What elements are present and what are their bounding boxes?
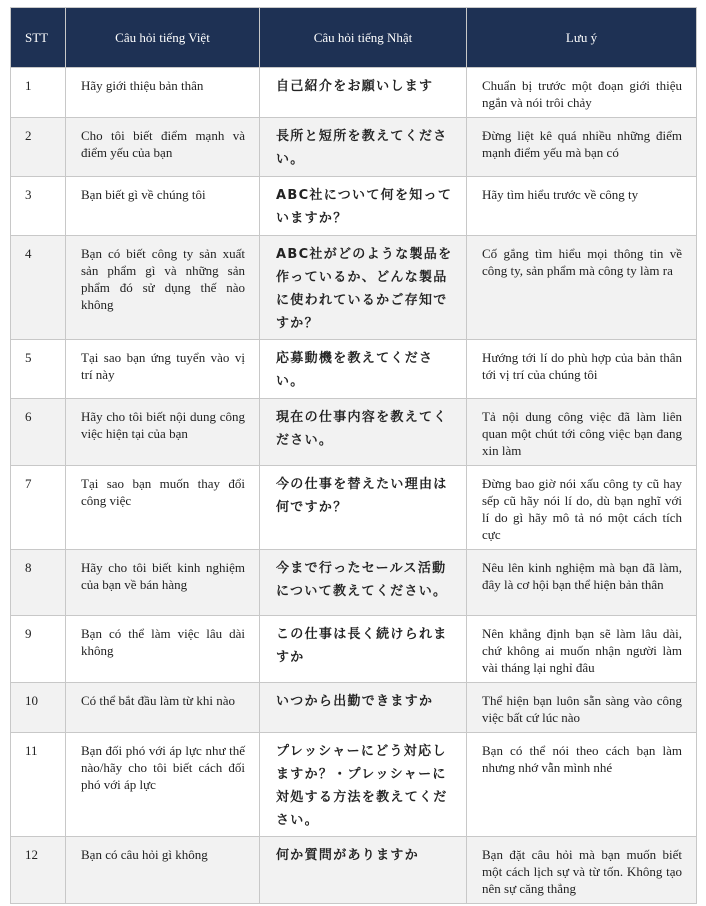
note: Đừng liệt kê quá nhiều những điểm mạnh điểm yếu mà bạn có bbox=[467, 118, 697, 177]
japanese-question: ABC社がどのような製品を作っているか、どんな製品に使われているかご存知ですか？ bbox=[260, 236, 467, 340]
japanese-question: この仕事は長く続けられますか bbox=[260, 616, 467, 683]
vietnamese-question: Hãy giới thiệu bản thân bbox=[66, 68, 260, 118]
vietnamese-question: Hãy cho tôi biết kinh nghiệm của bạn về bán hàng bbox=[66, 550, 260, 616]
japanese-question: ABC社について何を知っていますか？ bbox=[260, 177, 467, 236]
vietnamese-question: Tại sao bạn muốn thay đổi công việc bbox=[66, 466, 260, 550]
japanese-question: 今まで行ったセールス活動について教えてください。 bbox=[260, 550, 467, 616]
vietnamese-question: Bạn đối phó với áp lực như thế nào/hãy cho tôi biết cách đối phó với áp lực bbox=[66, 733, 260, 837]
table-row bbox=[11, 616, 697, 683]
vietnamese-question: Bạn có thể làm việc lâu dài không bbox=[66, 616, 260, 683]
table-row bbox=[11, 550, 697, 616]
header-vietnamese-question: Câu hỏi tiếng Việt bbox=[66, 8, 260, 68]
vietnamese-question: Bạn biết gì về chúng tôi bbox=[66, 177, 260, 236]
row-number: 8 bbox=[11, 550, 66, 616]
vietnamese-question: Bạn có biết công ty sản xuất sản phẩm gì và những sản phẩm đó sử dụng thế nào không bbox=[66, 236, 260, 340]
japanese-question: 長所と短所を教えてください。 bbox=[260, 118, 467, 177]
vietnamese-question: Bạn có câu hỏi gì không bbox=[66, 837, 260, 904]
japanese-question: 応募動機を教えてください。 bbox=[260, 340, 467, 399]
note: Tả nội dung công việc đã làm liên quan một chút tới công việc bạn đang xin làm bbox=[467, 399, 697, 466]
table-row bbox=[11, 68, 697, 118]
header-japanese-question: Câu hỏi tiếng Nhật bbox=[260, 8, 467, 68]
row-number: 12 bbox=[11, 837, 66, 904]
japanese-question: 現在の仕事内容を教えてください。 bbox=[260, 399, 467, 466]
row-number: 2 bbox=[11, 118, 66, 177]
japanese-question: いつから出勤できますか bbox=[260, 683, 467, 733]
table-row bbox=[11, 837, 697, 904]
table-row bbox=[11, 733, 697, 837]
header-note: Lưu ý bbox=[467, 8, 697, 68]
vietnamese-question: Có thể bắt đầu làm từ khi nào bbox=[66, 683, 260, 733]
row-number: 10 bbox=[11, 683, 66, 733]
row-number: 9 bbox=[11, 616, 66, 683]
row-number: 7 bbox=[11, 466, 66, 550]
japanese-question: 何か質問がありますか bbox=[260, 837, 467, 904]
table-row bbox=[11, 177, 697, 236]
row-number: 6 bbox=[11, 399, 66, 466]
note: Đừng bao giờ nói xấu công ty cũ hay sếp cũ hãy nói lí do, dù bạn nghĩ với lí do gì hãy mô tả nó một cách tích cực bbox=[467, 466, 697, 550]
note: Cố gắng tìm hiểu mọi thông tin về công ty, sản phẩm mà công ty làm ra bbox=[467, 236, 697, 340]
note: Bạn có thể nói theo cách bạn làm nhưng nhớ vẫn mình nhé bbox=[467, 733, 697, 837]
table-row bbox=[11, 118, 697, 177]
note: Thể hiện bạn luôn sẵn sàng vào công việc bất cứ lúc nào bbox=[467, 683, 697, 733]
vietnamese-question: Cho tôi biết điểm mạnh và điểm yếu của bạn bbox=[66, 118, 260, 177]
vietnamese-question: Tại sao bạn ứng tuyển vào vị trí này bbox=[66, 340, 260, 399]
note: Nêu lên kinh nghiệm mà bạn đã làm, đây là cơ hội bạn thể hiện bản thân bbox=[467, 550, 697, 616]
table-row bbox=[11, 399, 697, 466]
table-header-row bbox=[11, 8, 697, 68]
note: Bạn đặt câu hỏi mà bạn muốn biết một cách lịch sự và từ tốn. Không tạo nên sự căng thẳng bbox=[467, 837, 697, 904]
row-number: 11 bbox=[11, 733, 66, 837]
row-number: 1 bbox=[11, 68, 66, 118]
row-number: 4 bbox=[11, 236, 66, 340]
table-row bbox=[11, 683, 697, 733]
note: Hãy tìm hiểu trước về công ty bbox=[467, 177, 697, 236]
row-number: 3 bbox=[11, 177, 66, 236]
note: Hướng tới lí do phù hợp của bản thân tới vị trí của chúng tôi bbox=[467, 340, 697, 399]
table-row bbox=[11, 466, 697, 550]
vietnamese-question: Hãy cho tôi biết nội dung công việc hiện tại của bạn bbox=[66, 399, 260, 466]
japanese-question: 今の仕事を替えたい理由は何ですか？ bbox=[260, 466, 467, 550]
japanese-question: 自己紹介をお願いします bbox=[260, 68, 467, 118]
note: Chuẩn bị trước một đoạn giới thiệu ngắn và nói trôi chảy bbox=[467, 68, 697, 118]
table-row bbox=[11, 236, 697, 340]
japanese-question: プレッシャーにどう対応しますか？・プレッシャーに対処する方法を教えてください。 bbox=[260, 733, 467, 837]
note: Nên khẳng định bạn sẽ làm lâu dài, chứ không ai muốn nhận người làm vài tháng lại nghỉ đâu bbox=[467, 616, 697, 683]
row-number: 5 bbox=[11, 340, 66, 399]
header-stt: STT bbox=[11, 8, 66, 68]
table-row bbox=[11, 340, 697, 399]
interview-questions-table bbox=[10, 7, 697, 904]
